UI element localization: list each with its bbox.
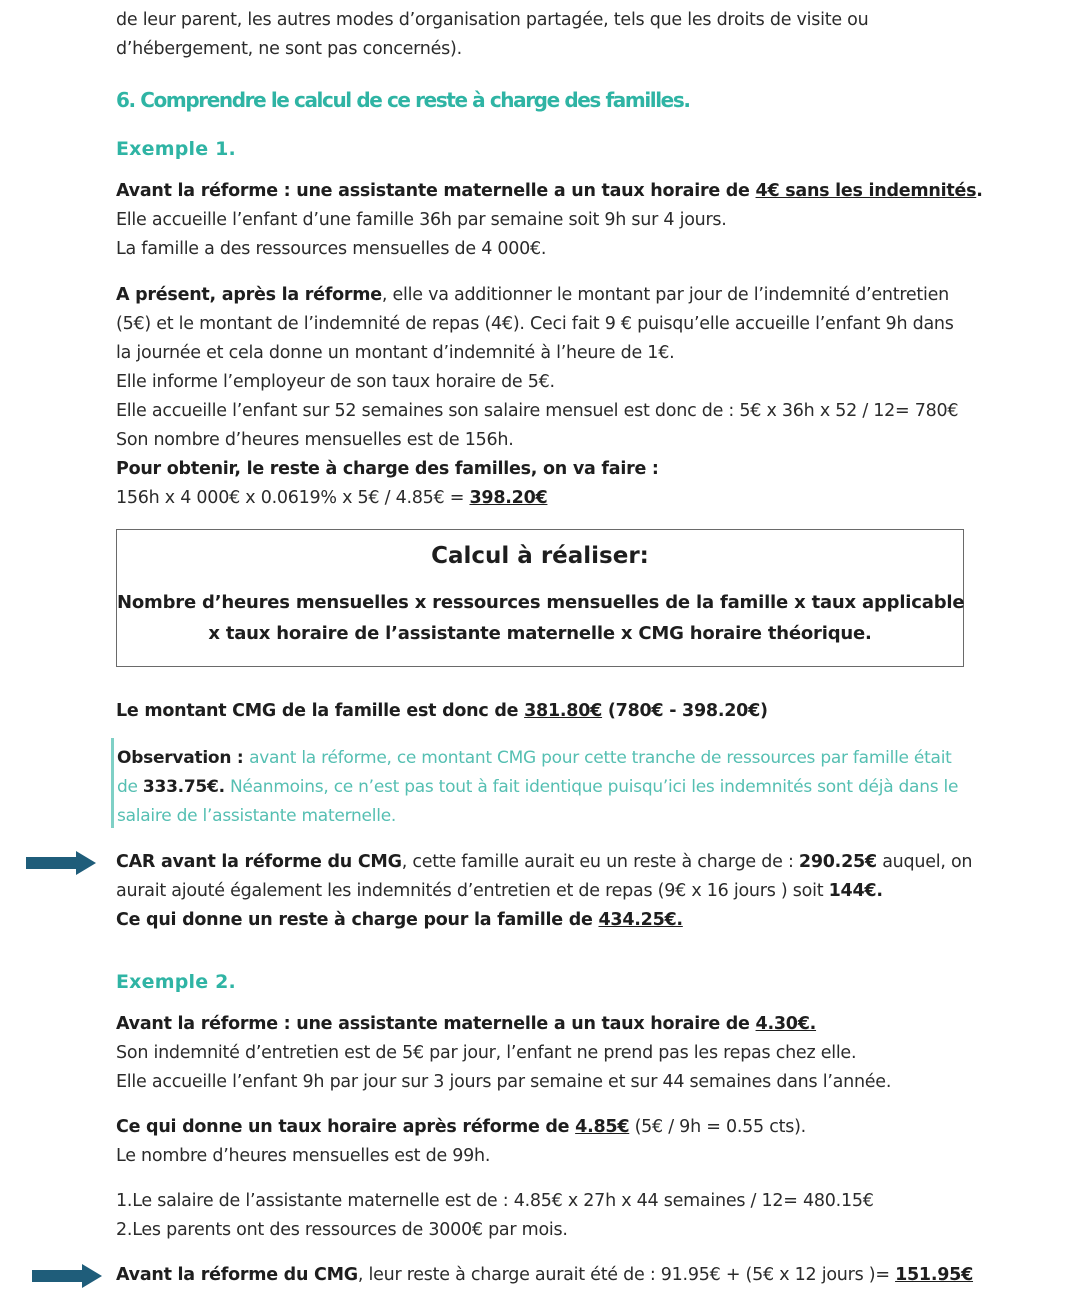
example-1-line: Pour obtenir, le reste à charge des familles, on va faire : — [116, 459, 659, 479]
example-2-line: Ce qui donne un taux horaire après réforme de 4.85€ (5€ / 9h = 0.55 cts). — [116, 1117, 806, 1137]
intro-line: d’hébergement, ne sont pas concernés). — [116, 39, 462, 59]
example-1-line: (5€) et le montant de l’indemnité de repas (4€). Ceci fait 9 € puisqu’elle accueille l’enfant 9h dans — [116, 314, 954, 334]
observation-line: de 333.75€. Néanmoins, ce n’est pas tout à fait identique puisqu’ici les indemnités sont déjà dans le — [117, 777, 959, 797]
cmg-amount-line: Le montant CMG de la famille est donc de 381.80€ (780€ - 398.20€) — [116, 701, 768, 721]
observation-bar — [111, 738, 114, 828]
car-block-line: aurait ajouté également les indemnités d’entretien et de repas (9€ x 16 jours ) soit 144€. — [116, 881, 883, 901]
example-1-line: la journée et cela donne un montant d’indemnité à l’heure de 1€. — [116, 343, 675, 363]
example-1-line: La famille a des ressources mensuelles de 4 000€. — [116, 239, 547, 259]
calculation-formula-line: x taux horaire de l’assistante maternelle x CMG horaire théorique. — [208, 623, 872, 644]
example-1-line: Avant la réforme : une assistante maternelle a un taux horaire de 4€ sans les indemnités. — [116, 181, 983, 201]
example-1-line: Son nombre d’heures mensuelles est de 156h. — [116, 430, 514, 450]
calculation-formula-line: Nombre d’heures mensuelles x ressources mensuelles de la famille x taux applicable — [117, 592, 965, 613]
example-1-line: Elle accueille l’enfant sur 52 semaines son salaire mensuel est donc de : 5€ x 36h x 52 / 12= 780€ — [116, 401, 959, 421]
intro-line: de leur parent, les autres modes d’organisation partagée, tels que les droits de visite ou — [116, 10, 869, 30]
calculation-box — [116, 529, 964, 667]
example-1-line: A présent, après la réforme, elle va additionner le montant par jour de l’indemnité d’entretien — [116, 285, 949, 305]
calculation-box-title: Calcul à réaliser: — [431, 543, 649, 569]
example-1-line: Elle accueille l’enfant d’une famille 36h par semaine soit 9h sur 4 jours. — [116, 210, 727, 230]
example-1-heading: Exemple 1. — [116, 138, 236, 160]
car-block-line: CAR avant la réforme du CMG, cette famille aurait eu un reste à charge de : 290.25€ auquel, on — [116, 852, 973, 872]
example-1-line: 156h x 4 000€ x 0.0619% x 5€ / 4.85€ = 398.20€ — [116, 488, 548, 508]
car-block-line: Ce qui donne un reste à charge pour la famille de 434.25€. — [116, 910, 683, 930]
example-2-line: Le nombre d’heures mensuelles est de 99h. — [116, 1146, 491, 1166]
example-2-heading: Exemple 2. — [116, 971, 236, 993]
example-1-line: Elle informe l’employeur de son taux horaire de 5€. — [116, 372, 555, 392]
example-2-line: Avant la réforme du CMG, leur reste à charge aurait été de : 91.95€ + (5€ x 12 jours )= 151.95€ — [116, 1265, 974, 1285]
section-title: 6. Comprendre le calcul de ce reste à charge des familles. — [116, 88, 690, 112]
example-2-line: Elle accueille l’enfant 9h par jour sur 3 jours par semaine et sur 44 semaines dans l’année. — [116, 1072, 892, 1092]
example-2-line: Avant la réforme : une assistante maternelle a un taux horaire de 4.30€. — [116, 1014, 817, 1034]
observation-line: Observation : avant la réforme, ce montant CMG pour cette tranche de ressources par famille était — [117, 748, 952, 768]
example-2-line: 1.Le salaire de l’assistante maternelle est de : 4.85€ x 27h x 44 semaines / 12= 480.15€ — [116, 1191, 874, 1211]
example-2-line: 2.Les parents ont des ressources de 3000€ par mois. — [116, 1220, 568, 1240]
right-arrow-icon — [30, 1263, 104, 1289]
observation-line: salaire de l’assistante maternelle. — [117, 806, 397, 826]
right-arrow-icon — [24, 850, 98, 876]
example-2-line: Son indemnité d’entretien est de 5€ par jour, l’enfant ne prend pas les repas chez elle. — [116, 1043, 857, 1063]
